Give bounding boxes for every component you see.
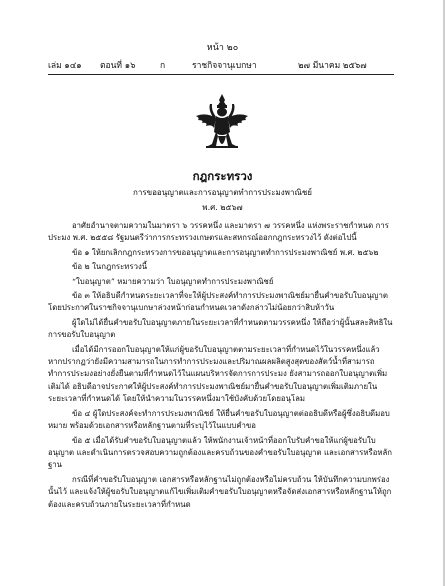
publication-date: ๒๗ มีนาคม ๒๕๖๗	[298, 61, 367, 71]
page-number: หน้า ๒๐	[206, 43, 239, 53]
paragraph-clause-5-2: กรณีที่คำขอรับใบอนุญาต เอกสารหรือหลักฐานไม่ถูกต้องหรือไม่ครบถ้วน ให้บันทึกความบกพร่องนั้นไว้ และแจ้งให้ผู้ขอรับใบอนุญาตแก้ไขเพิ่มเติมคำขอรับใบอนุญาตหรือจัดส่งเอกสารหรือหลักฐานให้ถูกต้องและครบถ้วนภายในระยะเวลาที่กำหนด	[48, 474, 392, 509]
paragraph-clause-3-3: เมื่อได้มีการออกใบอนุญาตให้แก่ผู้ขอรับใบอนุญาตตามระยะเวลาที่กำหนดไว้ในวรรคหนึ่งแล้ว หากปรากฏว่ายังมีความสามารถในการทำการประมงและปริมาณผลผลิตสูงสุดของสัตว์น้ำที่สามารถทำการประมงอย่างยั่งยืนตามที่กำหนดไว้ในแผนบริหารจัดการการประมง ยังสามารถออกใบอนุญาตเพิ่มเติมได้ อธิบดีอาจประกาศให้ผู้ประสงค์ทำการประมงพาณิชย์มายื่นคำขอรับใบอนุญาตเพิ่มเติมภายในระยะเวลาที่กำหนดได้ โดยให้นำความในวรรคหนึ่งมาใช้บังคับด้วยโดยอนุโลม	[48, 344, 388, 404]
paragraph-definition: “ใบอนุญาต” หมายความว่า ใบอนุญาตทำการประมงพาณิชย์	[72, 276, 274, 286]
header-rule	[48, 74, 394, 75]
paragraph-clause-5: ข้อ ๕ เมื่อได้รับคำขอรับใบอนุญาตแล้ว ให้พนักงานเจ้าหน้าที่ออกใบรับคำขอให้แก่ผู้ขอรับใบอนุญาต และดำเนินการตรวจสอบความถูกต้องและครบถ้วนของคำขอรับใบอนุญาต และเอกสารหรือหลักฐาน	[48, 435, 393, 470]
document-year: พ.ศ. ๒๕๖๗	[202, 203, 243, 212]
document-title: กฎกระทรวง	[192, 169, 253, 183]
section-part: ก	[160, 61, 166, 71]
section-number: ตอนที่ ๑๖	[100, 61, 136, 71]
document-subtitle: การขออนุญาตและการอนุญาตทำการประมงพาณิชย์	[132, 188, 312, 197]
paragraph-preamble: อาศัยอำนาจตามความในมาตรา ๖ วรรคหนึ่ง และมาตรา ๗ วรรคหนึ่ง แห่งพระราชกำหนด การประมง พ.ศ. ๒๕๕๘ รัฐมนตรีว่าการกระทรวงเกษตรและสหกรณ์ออกกฎกระทรวงไว้ ดังต่อไปนี้	[48, 221, 389, 243]
gazette-header	[48, 58, 392, 70]
volume-number: เล่ม ๑๔๑	[48, 61, 82, 71]
paragraph-clause-1: ข้อ ๑ ให้ยกเลิกกฎกระทรวงการขออนุญาตและการอนุญาตทำการประมงพาณิชย์ พ.ศ. ๒๕๖๒	[72, 247, 379, 257]
paragraph-clause-3-2: ผู้ใดไม่ได้ยื่นคำขอรับใบอนุญาตภายในระยะเวลาที่กำหนดตามวรรคหนึ่ง ให้ถือว่าผู้นั้นสละสิทธิในการขอรับใบอนุญาต	[48, 317, 393, 340]
garuda-emblem-icon	[192, 92, 252, 156]
publication-name: ราชกิจจานุเบกษา	[192, 61, 257, 71]
paragraph-clause-4: ข้อ ๔ ผู้ใดประสงค์จะทำการประมงพาณิชย์ ให้ยื่นคำขอรับใบอนุญาตต่ออธิบดีหรือผู้ซึ่งอธิบดีมอบหมาย พร้อมด้วยเอกสารหรือหลักฐานตามที่ระบุไว้ในแบบคำขอ	[48, 408, 390, 431]
document-body	[48, 220, 394, 513]
paragraph-clause-2: ข้อ ๒ ในกฎกระทรวงนี้	[72, 262, 148, 272]
paragraph-clause-3: ข้อ ๓ ให้อธิบดีกำหนดระยะเวลาที่จะให้ผู้ประสงค์ทำการประมงพาณิชย์มายื่นคำขอรับใบอนุญาต โดยประกาศในราชกิจจานุเบกษาล่วงหน้าก่อนกำหนดเวลาดังกล่าวไม่น้อยกว่าสิบห้าวัน	[48, 291, 388, 313]
